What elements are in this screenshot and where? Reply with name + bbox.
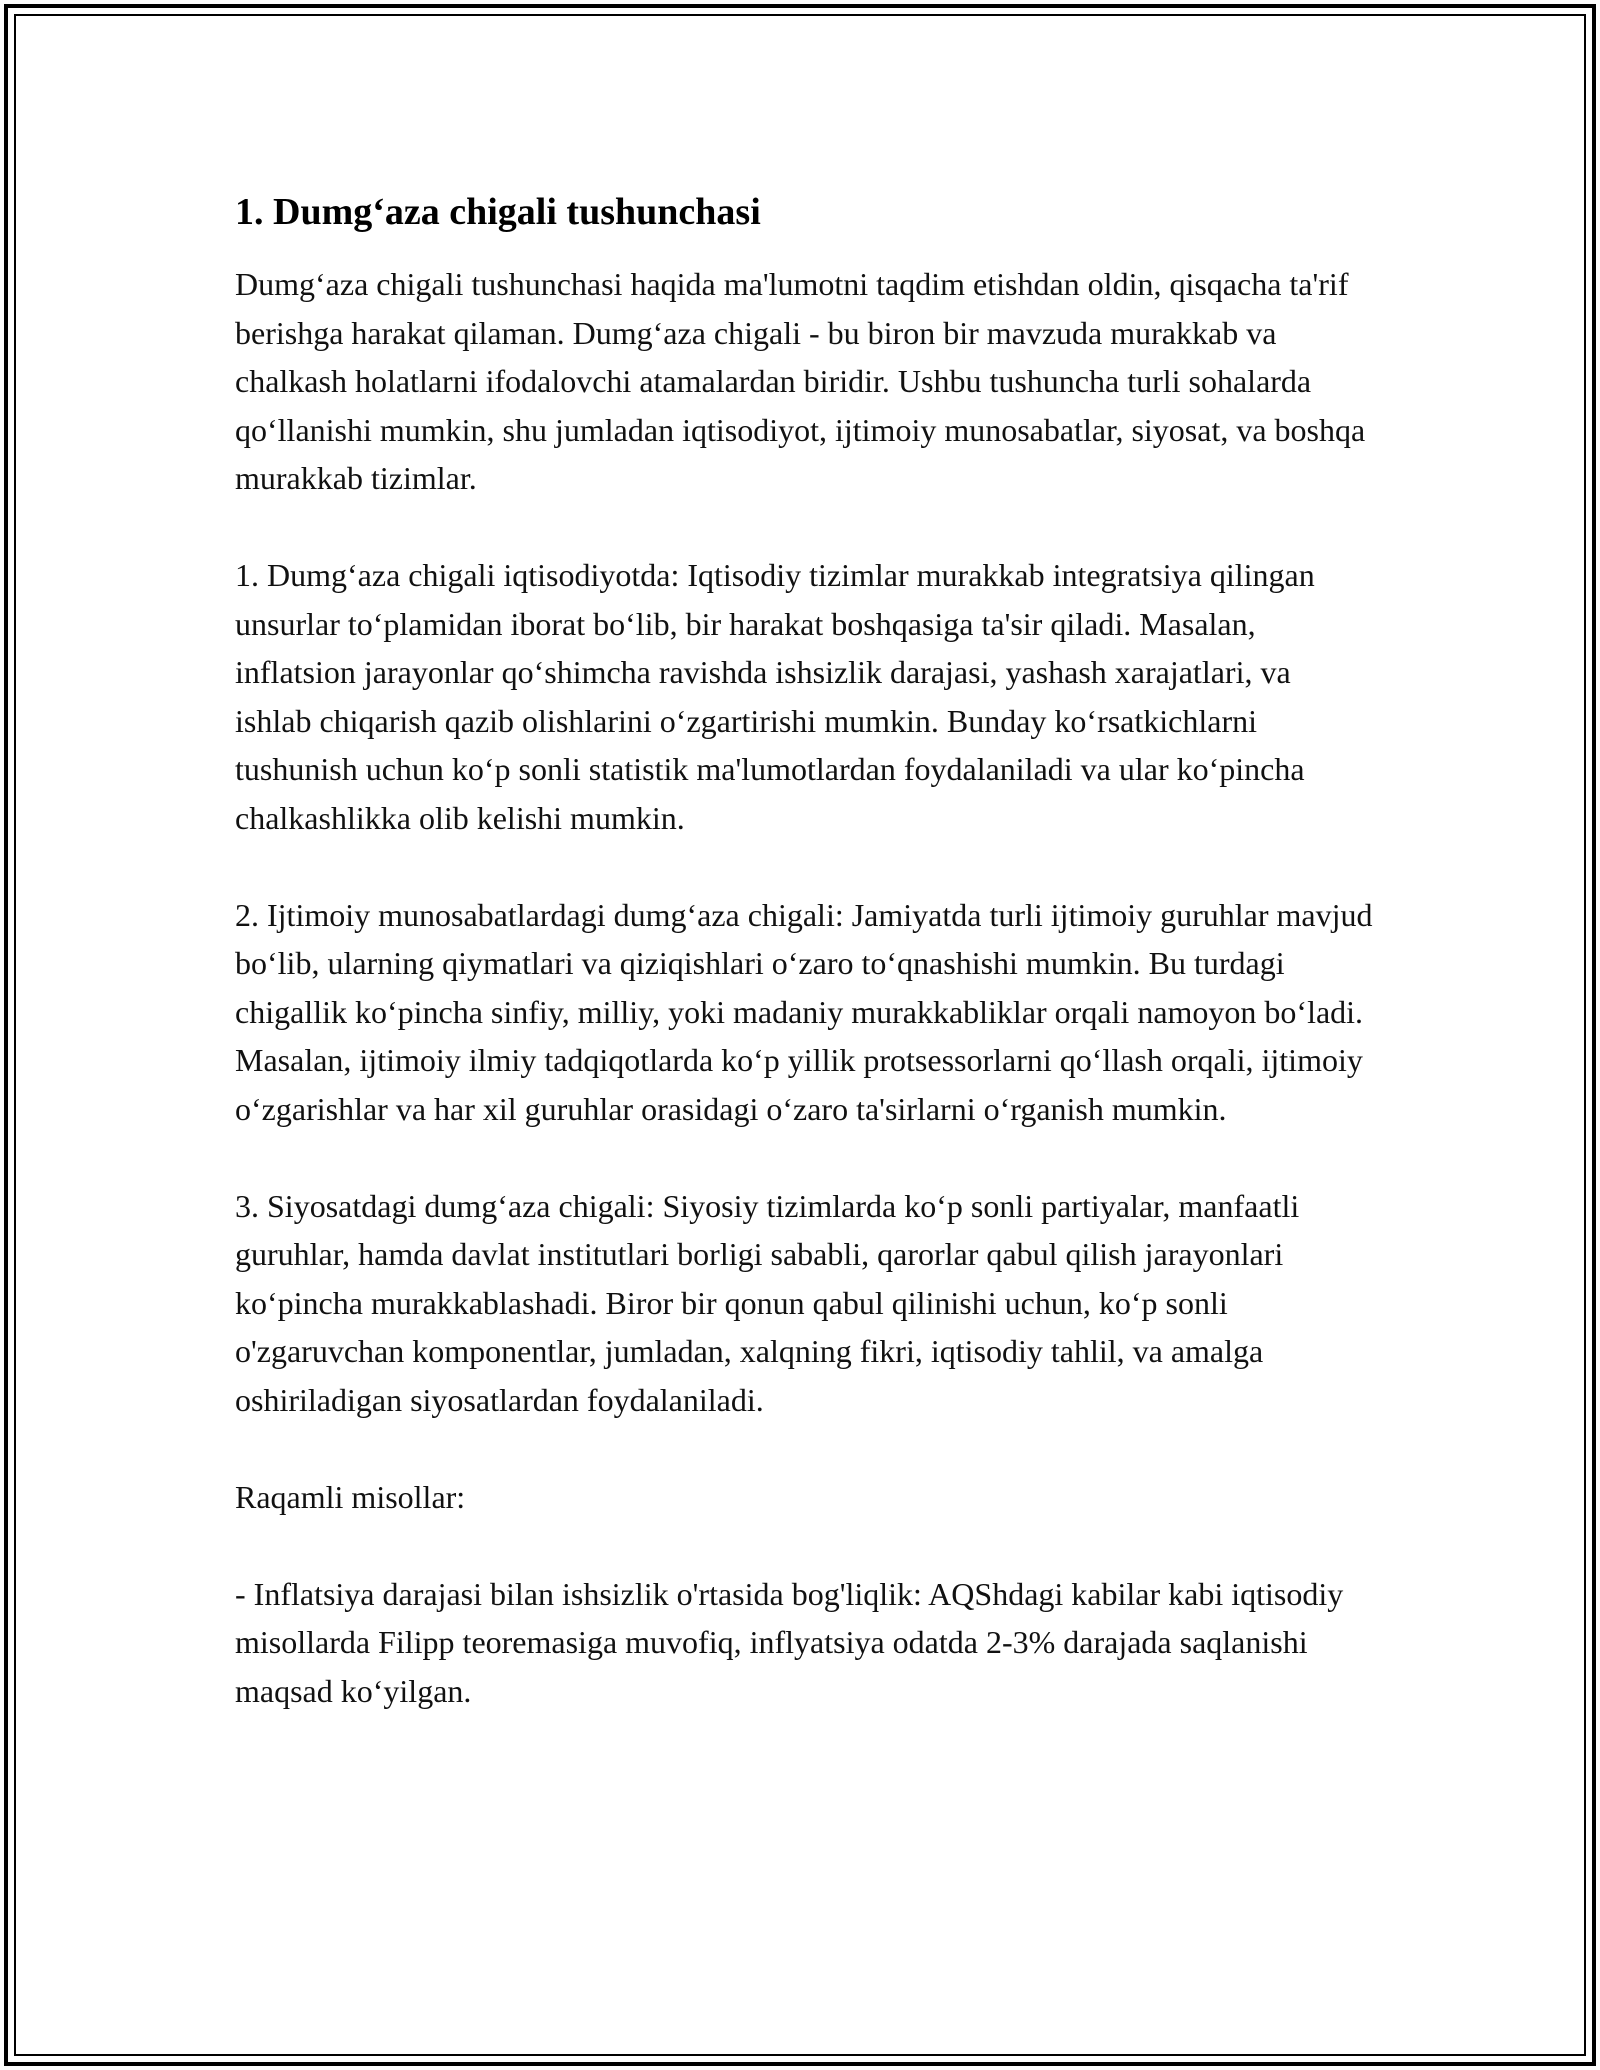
document-body (235, 188, 1375, 1764)
section-heading: 1. Dumgʻaza chigali tushunchasi (235, 191, 761, 233)
paragraph-social: 2. Ijtimoiy munosabatlardagi dumgʻaza chigali: Jamiyatda turli ijtimoiy guruhlar mavjud boʻlib, ularning qiymatlari va qiziqishlari oʻzaro toʻqnashishi mumkin. Bu turdagi chigallik koʻpincha sinfiy, milliy, yoki madaniy murakkabliklar orqali namoyon boʻladi. Masalan, ijtimoiy ilmiy tadqiqotlarda koʻp yillik protsessorlarni qoʻllash orqali, ijtimoiy oʻzgarishlar va har xil guruhlar orasidagi oʻzaro ta'sirlarni oʻrganish mumkin. (235, 896, 1373, 1127)
paragraph-intro: Dumgʻaza chigali tushunchasi haqida ma'lumotni taqdim etishdan oldin, qisqacha ta'rif berishga harakat qilaman. Dumgʻaza chigali - bu biron bir mavzuda murakkab va chalkash holatlarni ifodalovchi atamalardan biridir. Ushbu tushuncha turli sohalarda qoʻllanishi mumkin, shu jumladan iqtisodiyot, ijtimoiy munosabatlar, siyosat, va boshqa murakkab tizimlar. (235, 266, 1366, 496)
paragraph-economy: 1. Dumgʻaza chigali iqtisodiyotda: Iqtisodiy tizimlar murakkab integratsiya qilingan unsurlar toʻplamidan iborat boʻlib, bir harakat boshqasiga ta'sir qiladi. Masalan, inflatsion jarayonlar qoʻshimcha ravishda ishsizlik darajasi, yashash xarajatlari, va ishlab chiqarish qazib olishlarini oʻzgartirishi mumkin. Bunday koʻrsatkichlarni tushunish uchun koʻp sonli statistik ma'lumotlardan foydalaniladi va ular koʻpincha chalkashlikka olib kelishi mumkin. (235, 557, 1315, 836)
paragraph-politics: 3. Siyosatdagi dumgʻaza chigali: Siyosiy tizimlarda koʻp sonli partiyalar, manfaatli guruhlar, hamda davlat institutlari borligi sababli, qarorlar qabul qilish jarayonlari koʻpincha murakkablashadi. Biror bir qonun qabul qilinishi uchun, koʻp sonli o'zgaruvchan komponentlar, jumladan, xalqning fikri, iqtisodiy tahlil, va amalga oshiriladigan siyosatlardan foydalaniladi. (235, 1187, 1300, 1418)
paragraph-examples-heading: Raqamli misollar: (235, 1478, 466, 1515)
paragraph-inflation-example: - Inflatsiya darajasi bilan ishsizlik o'rtasida bog'liqlik: AQShdagi kabilar kabi iqtisodiy misollarda Filipp teoremasiga muvofiq, inflyatsiya odatda 2-3% darajada saqlanishi maqsad koʻyilgan. (235, 1575, 1344, 1709)
